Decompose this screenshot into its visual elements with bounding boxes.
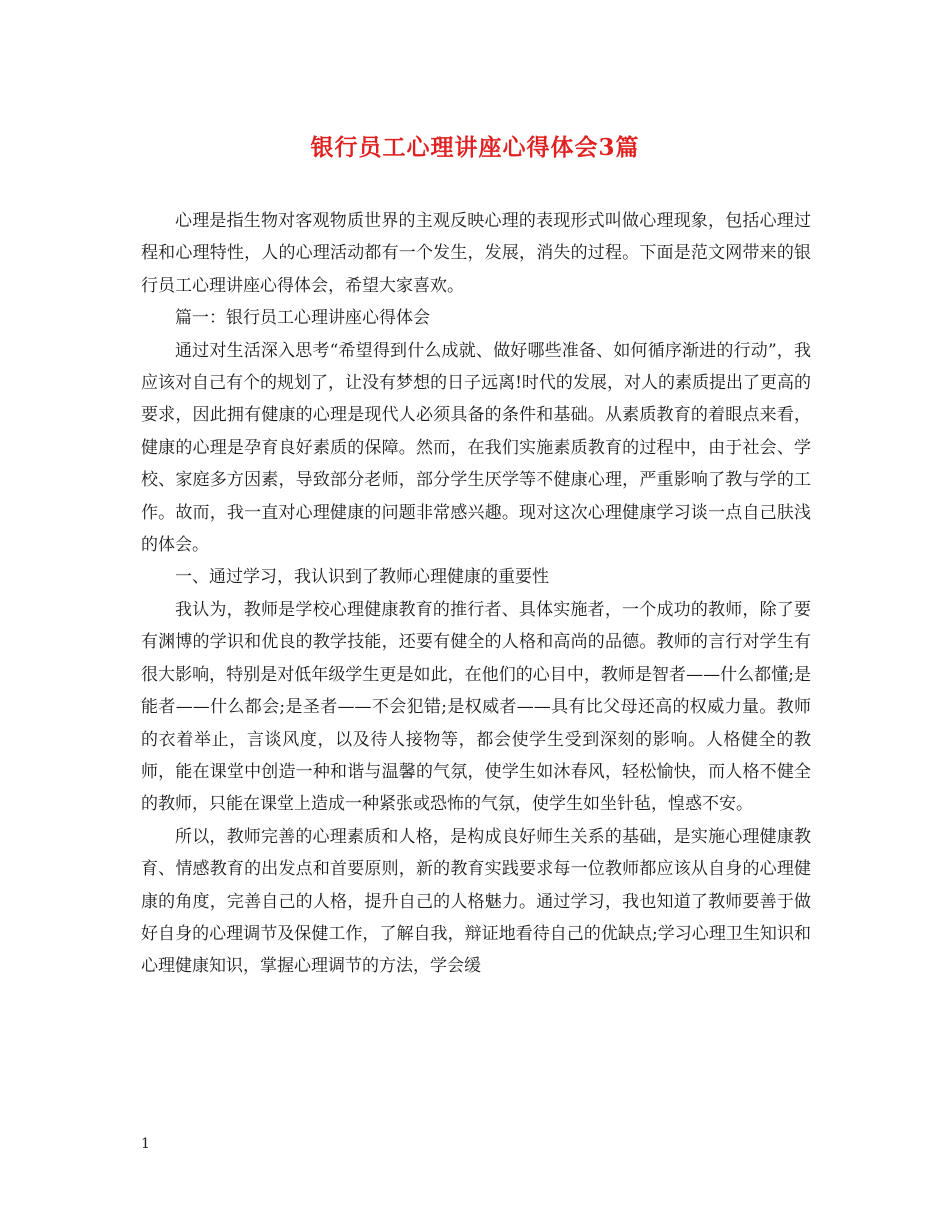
body-paragraph: 通过对生活深入思考“希望得到什么成就、做好哪些准备、如何循序渐进的行动”，我应该对自己有个的规划了，让没有梦想的日子远离!时代的发展，对人的素质提出了更高的要求，因此拥有健康的心理是现代人必须具备的条件和基础。从素质教育的着眼点来看，健康的心理是孕育良好素质的保障。然而，在我们实施素质教育的过程中，由于社会、学校、家庭多方因素，导致部分老师，部分学生厌学等不健康心理，严重影响了教与学的工作。故而，我一直对心理健康的问题非常感兴趣。现对这次心理健康学习谈一点自己肤浅的体会。 — [141, 340, 811, 556]
body-paragraph: 所以，教师完善的心理素质和人格，是构成良好师生关系的基础，是实施心理健康教育、情感教育的出发点和首要原则，新的教育实践要求每一位教师都应该从自身的心理健康的角度，完善自己的人格，提升自己的人格魅力。通过学习，我也知道了教师要善于做好自身的心理调节及保健工作，了解自我，辩证地看待自己的优缺点;学习心理卫生知识和心理健康知识，掌握心理调节的方法，学会缓 — [141, 826, 811, 977]
section-heading-part-one: 篇一：银行员工心理讲座心得体会 — [175, 308, 430, 329]
subsection-heading: 一、通过学习，我认识到了教师心理健康的重要性 — [175, 567, 549, 588]
body-paragraph: 我认为，教师是学校心理健康教育的推行者、具体实施者，一个成功的教师，除了要有渊博的学识和优良的教学技能，还要有健全的人格和高尚的品德。教师的言行对学生有很大影响，特别是对低年级学生更是如此，在他们的心目中，教师是智者——什么都懂;是能者——什么都会;是圣者——不会犯错;是权威者——具有比父母还高的权威力量。教师的衣着举止，言谈风度，以及待人接物等，都会使学生受到深刻的影响。人格健全的教师，能在课堂中创造一种和谐与温馨的气氛，使学生如沐春风，轻松愉快，而人格不健全的教师，只能在课堂上造成一种紧张或恐怖的气氛，使学生如坐针毡，惶惑不安。 — [141, 599, 811, 815]
page-number: 1 — [141, 1136, 150, 1152]
document-title: 银行员工心理讲座心得体会3篇 — [310, 134, 640, 161]
document-body — [141, 205, 811, 983]
intro-paragraph: 心理是指生物对客观物质世界的主观反映心理的表现形式叫做心理现象，包括心理过程和心理特性，人的心理活动都有一个发生，发展，消失的过程。下面是范文网带来的银行员工心理讲座心得体会，希望大家喜欢。 — [141, 211, 811, 296]
